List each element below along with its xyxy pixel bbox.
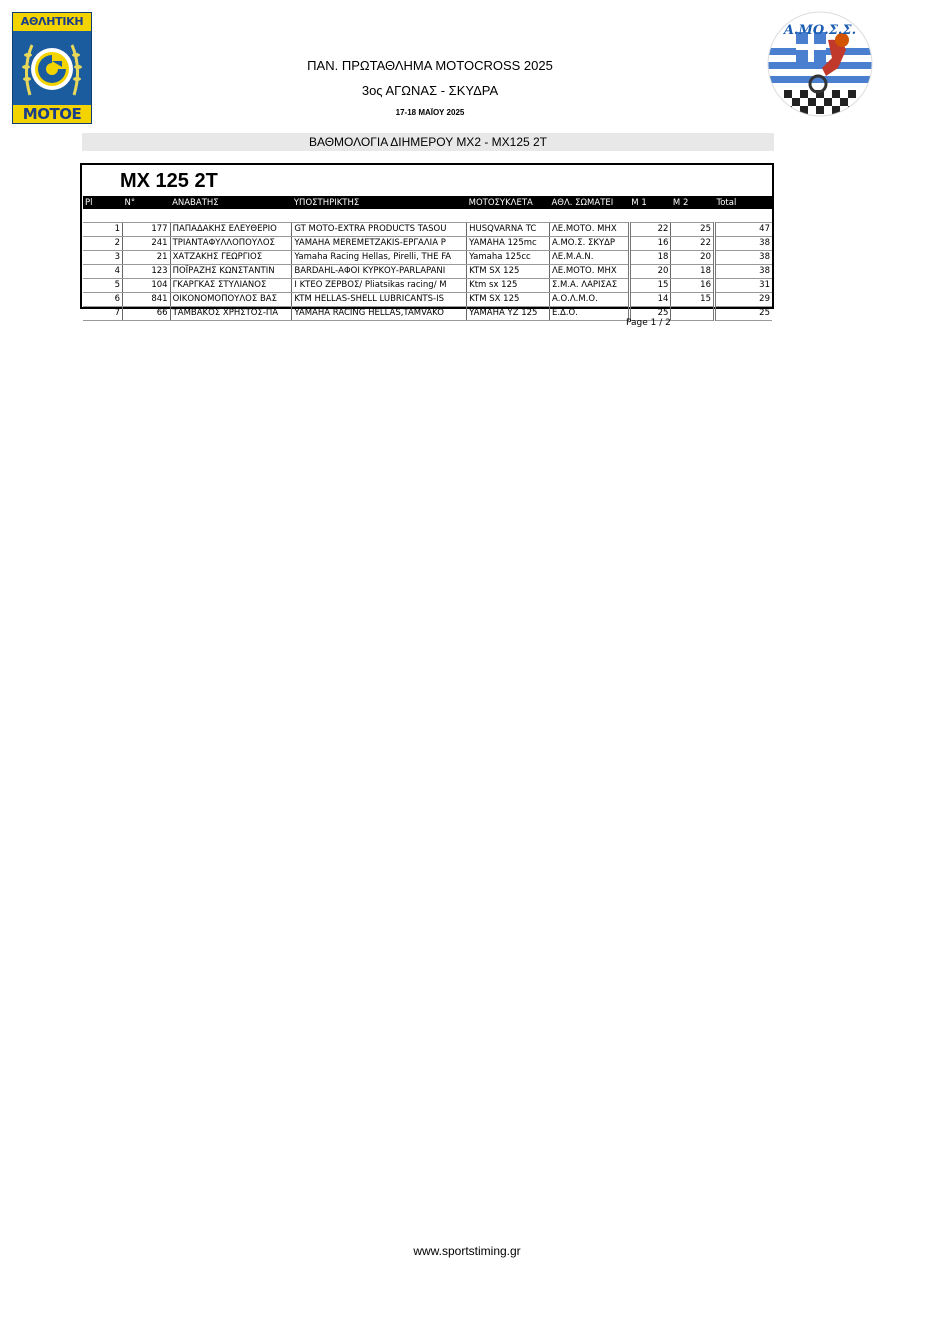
cell-sponsor: YAMAHA RACING HELLAS,TAMVAKO xyxy=(292,307,467,321)
table-row xyxy=(83,223,772,237)
cell-m2: 18 xyxy=(671,265,715,279)
cell-total: 31 xyxy=(714,279,772,293)
cell-bike: YAMAHA YZ 125 xyxy=(467,307,550,321)
cell-m2: 16 xyxy=(671,279,715,293)
cell-sponsor: Ι ΚΤΕΟ ΖΕΡΒΟΣ/ Pliatsikas racing/ Μ xyxy=(292,279,467,293)
cell-m2: 25 xyxy=(671,223,715,237)
cell-pl: 2 xyxy=(83,237,123,251)
championship-title: ΠΑΝ. ΠΡΩΤΑΘΛΗΜΑ MOTOCROSS 2025 xyxy=(307,58,553,73)
footer-website: www.sportstiming.gr xyxy=(413,1244,521,1258)
cell-club: Α.ΜΟ.Σ. ΣΚΥΔΡ xyxy=(549,237,629,251)
cell-no: 241 xyxy=(123,237,171,251)
cell-pl: 3 xyxy=(83,251,123,265)
cell-rider: ΧΑΤΖΑΚΗΣ ΓΕΩΡΓΙΟΣ xyxy=(170,251,292,265)
cell-pl: 1 xyxy=(83,223,123,237)
cell-m2 xyxy=(671,307,715,321)
cell-club: ΛΕ.Μ.Α.Ν. xyxy=(549,251,629,265)
cell-club: Ε.Δ.Ο. xyxy=(549,307,629,321)
cell-pl: 7 xyxy=(83,307,123,321)
cell-rider: ΠΟΪΡΑΖΗΣ ΚΩΝΣΤΑΝΤΙΝ xyxy=(170,265,292,279)
header-pl: Pl xyxy=(83,196,123,209)
cell-rider: ΠΑΠΑΔΑΚΗΣ ΕΛΕΥΘΕΡΙΟ xyxy=(170,223,292,237)
logo-bottom-text: ΜΟΤΟΕ xyxy=(13,105,91,123)
cell-rider: ΓΚΑΡΓΚΑΣ ΣΤΥΛΙΑΝΟΣ xyxy=(170,279,292,293)
cell-total: 38 xyxy=(714,237,772,251)
page-number: Page 1 / 2 xyxy=(626,318,671,328)
cell-sponsor: GT MOTO-EXTRA PRODUCTS TASOU xyxy=(292,223,467,237)
table-row xyxy=(83,293,772,307)
header-no: N° xyxy=(123,196,171,209)
cell-bike: KTM SX 125 xyxy=(467,293,550,307)
cell-bike: YAMAHA 125mc xyxy=(467,237,550,251)
header-m2: M 2 xyxy=(671,196,715,209)
cell-m2: 20 xyxy=(671,251,715,265)
logo-top-text: ΑΘΛΗΤΙΚΗ xyxy=(13,13,91,31)
cell-total: 25 xyxy=(714,307,772,321)
cell-total: 29 xyxy=(714,293,772,307)
cell-sponsor: BARDAHL-ΑΦΟΙ ΚΥΡΚΟΥ-PARLAPANI xyxy=(292,265,467,279)
cell-club: ΛΕ.ΜΟΤΟ. ΜΗΧ xyxy=(549,265,629,279)
table-spacer xyxy=(83,209,772,223)
cell-bike: HUSQVARNA TC xyxy=(467,223,550,237)
round-title: 3ος ΑΓΩΝΑΣ - ΣΚΥΔΡΑ xyxy=(361,83,499,98)
cell-club: Α.Ο.Λ.Μ.Ο. xyxy=(549,293,629,307)
event-date: 17-18 ΜΑΪΟΥ 2025 xyxy=(395,108,465,117)
cell-bike: Yamaha 125cc xyxy=(467,251,550,265)
cell-m1: 22 xyxy=(629,223,671,237)
header-bike: ΜΟΤΟΣΥΚΛΕΤΑ xyxy=(467,196,550,209)
table-header-row xyxy=(83,196,772,209)
cell-no: 21 xyxy=(123,251,171,265)
cell-m1: 20 xyxy=(629,265,671,279)
results-table xyxy=(83,196,772,321)
header-total: Total xyxy=(714,196,772,209)
cell-no: 841 xyxy=(123,293,171,307)
cell-total: 38 xyxy=(714,265,772,279)
cell-rider: ΤΡΙΑΝΤΑΦΥΛΛΟΠΟΥΛΟΣ xyxy=(170,237,292,251)
header-m1: M 1 xyxy=(629,196,671,209)
cell-m1: 14 xyxy=(629,293,671,307)
cell-pl: 5 xyxy=(83,279,123,293)
cell-pl: 6 xyxy=(83,293,123,307)
cell-pl: 4 xyxy=(83,265,123,279)
association-logo xyxy=(12,12,92,124)
cell-rider: ΤΑΜΒΑΚΟΣ ΧΡΗΣΤΟΣ-ΠΑ xyxy=(170,307,292,321)
cell-bike: Ktm sx 125 xyxy=(467,279,550,293)
cell-sponsor: KTM HELLAS-SHELL LUBRICANTS-IS xyxy=(292,293,467,307)
cell-total: 38 xyxy=(714,251,772,265)
cell-no: 66 xyxy=(123,307,171,321)
header-rider: ΑΝΑΒΑΤΗΣ xyxy=(170,196,292,209)
table-row xyxy=(83,237,772,251)
cell-no: 177 xyxy=(123,223,171,237)
table-row xyxy=(83,279,772,293)
cell-m1: 25 xyxy=(629,307,671,321)
cell-club: Σ.Μ.Α. ΛΑΡΙΣΑΣ xyxy=(549,279,629,293)
class-title: MX 125 2T xyxy=(120,170,218,192)
table-row xyxy=(83,265,772,279)
cell-m1: 16 xyxy=(629,237,671,251)
cell-rider: ΟΙΚΟΝΟΜΟΠΟΥΛΟΣ ΒΑΣ xyxy=(170,293,292,307)
cell-m1: 15 xyxy=(629,279,671,293)
cell-m2: 15 xyxy=(671,293,715,307)
laurel-wheel-icon xyxy=(22,35,82,103)
ranking-title: ΒΑΘΜΟΛΟΓΙΑ ΔΙΗΜΕΡΟΥ MX2 - MX125 2T xyxy=(82,133,774,151)
cell-no: 123 xyxy=(123,265,171,279)
cell-bike: KTM SX 125 xyxy=(467,265,550,279)
cell-m2: 22 xyxy=(671,237,715,251)
club-logo xyxy=(766,10,874,118)
cell-no: 104 xyxy=(123,279,171,293)
cell-club: ΛΕ.ΜΟΤΟ. ΜΗΧ xyxy=(549,223,629,237)
cell-m1: 18 xyxy=(629,251,671,265)
cell-total: 47 xyxy=(714,223,772,237)
table-row xyxy=(83,251,772,265)
header-club: ΑΘΛ. ΣΩΜΑΤΕΙ xyxy=(549,196,629,209)
cell-sponsor: YAMAHA MEREMETZAKIS-ΕΡΓΑΛΙΑ Ρ xyxy=(292,237,467,251)
cell-sponsor: Yamaha Racing Hellas, Pirelli, THE FA xyxy=(292,251,467,265)
header-sponsor: ΥΠΟΣΤΗΡΙΚΤΗΣ xyxy=(292,196,467,209)
club-logo-text: Α.ΜΟ.Σ.Σ. xyxy=(783,23,857,38)
results-panel xyxy=(80,163,774,318)
